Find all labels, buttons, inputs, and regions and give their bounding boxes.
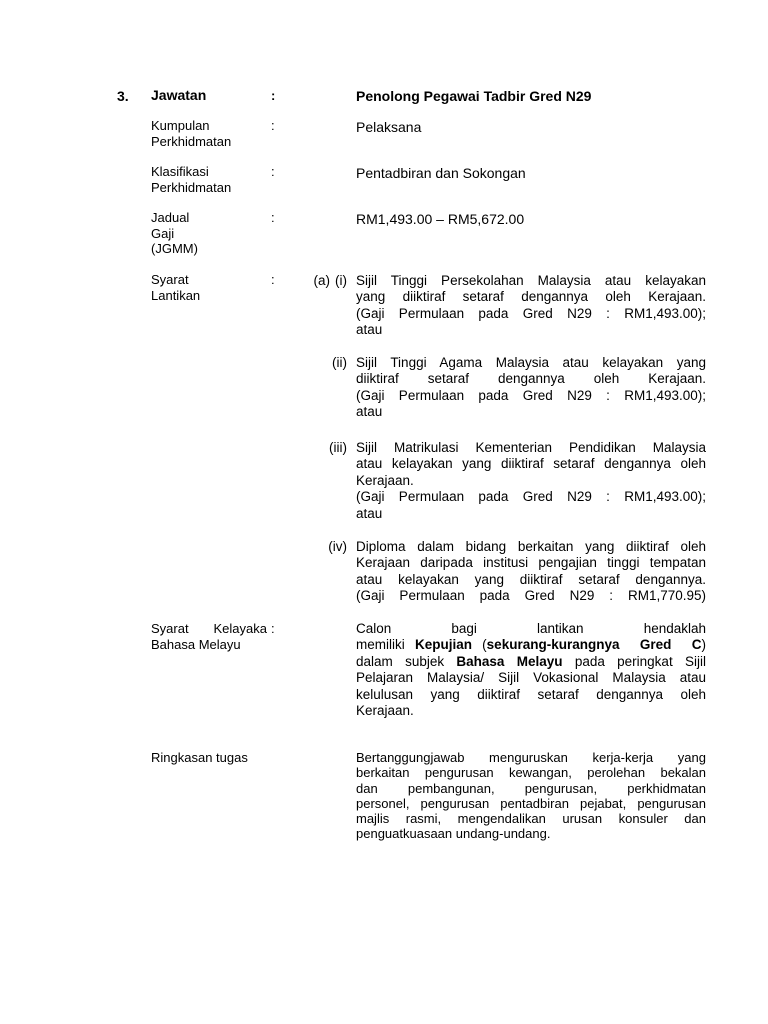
group-marker-a: (a) (313, 273, 330, 288)
marker-iv: (iv) (328, 539, 347, 554)
syarat-lantikan-colon: : (271, 272, 275, 287)
jawatan-value: Penolong Pegawai Tadbir Gred N29 (356, 88, 592, 104)
jadual-value: RM1,493.00 – RM5,672.00 (356, 211, 525, 227)
kumpulan-value: Pelaksana (356, 119, 422, 135)
syarat-lantikan-label: Syarat Lantikan (151, 272, 201, 303)
jadual-label: Jadual Gaji (JGMM) (151, 210, 198, 256)
kumpulan-label: Kumpulan Perkhidmatan (151, 118, 232, 149)
klasifikasi-colon: : (271, 164, 275, 179)
syarat-kelayakan-text: Calon bagi lantikan hendaklah memiliki Kepujian (sekurang-kurangnya Gred C) dalam subjek Bahasa Melayu pada peringkat Sijil Pelajaran Malaysia/ Sijil Vokasional Malaysia atau kelulusan yang diiktiraf setaraf dengannya oleh Kerajaan. (356, 621, 707, 719)
marker-iii: (iii) (329, 440, 347, 455)
kumpulan-colon: : (271, 118, 275, 133)
syarat-kelayakan-colon: : (271, 621, 275, 636)
jadual-colon: : (271, 210, 275, 225)
marker-i: (i) (335, 273, 347, 288)
syarat-item-iv: Diploma dalam bidang berkaitan yang diiktiraf oleh Kerajaan daripada institusi pengajian tinggi tempatan atau kelayakan yang diiktiraf setaraf dengannya. (Gaji Permulaan pada Gred N29 : RM1,770.95) (356, 539, 706, 604)
marker-ii: (ii) (332, 355, 347, 370)
klasifikasi-value: Pentadbiran dan Sokongan (356, 165, 526, 181)
ringkasan-text: Bertanggungjawab menguruskan kerja-kerja yang berkaitan pengurusan kewangan, perolehan bekalan dan pembangunan, pengurusan, perkhidmatan personel, pengurusan pentadbiran pejabat, pengurusan majlis rasmi, mengendalikan urusan konsuler dan penguatkuasaan undang-undang. (356, 750, 706, 842)
syarat-item-ii: Sijil Tinggi Agama Malaysia atau kelayakan yang diiktiraf setaraf dengannya oleh Kerajaan. (Gaji Permulaan pada Gred N29 : RM1,493.00); atau (356, 355, 706, 420)
klasifikasi-label: Klasifikasi Perkhidmatan (151, 164, 232, 195)
jawatan-colon: : (271, 88, 276, 103)
syarat-item-iii: Sijil Matrikulasi Kementerian Pendidikan Malaysia atau kelayakan yang diiktiraf setaraf dengannya oleh Kerajaan. (Gaji Permulaan pada Gred N29 : RM1,493.00); atau (356, 440, 706, 521)
jawatan-label: Jawatan (151, 87, 207, 103)
syarat-kelayakan-label: Syarat Kelayaka Bahasa Melayu (151, 621, 267, 652)
ringkasan-label: Ringkasan tugas (151, 750, 248, 765)
syarat-item-i: Sijil Tinggi Persekolahan Malaysia atau kelayakan yang diiktiraf setaraf dengannya oleh Kerajaan. (Gaji Permulaan pada Gred N29 : RM1,493.00); atau (356, 273, 706, 338)
item-number: 3. (117, 88, 129, 104)
